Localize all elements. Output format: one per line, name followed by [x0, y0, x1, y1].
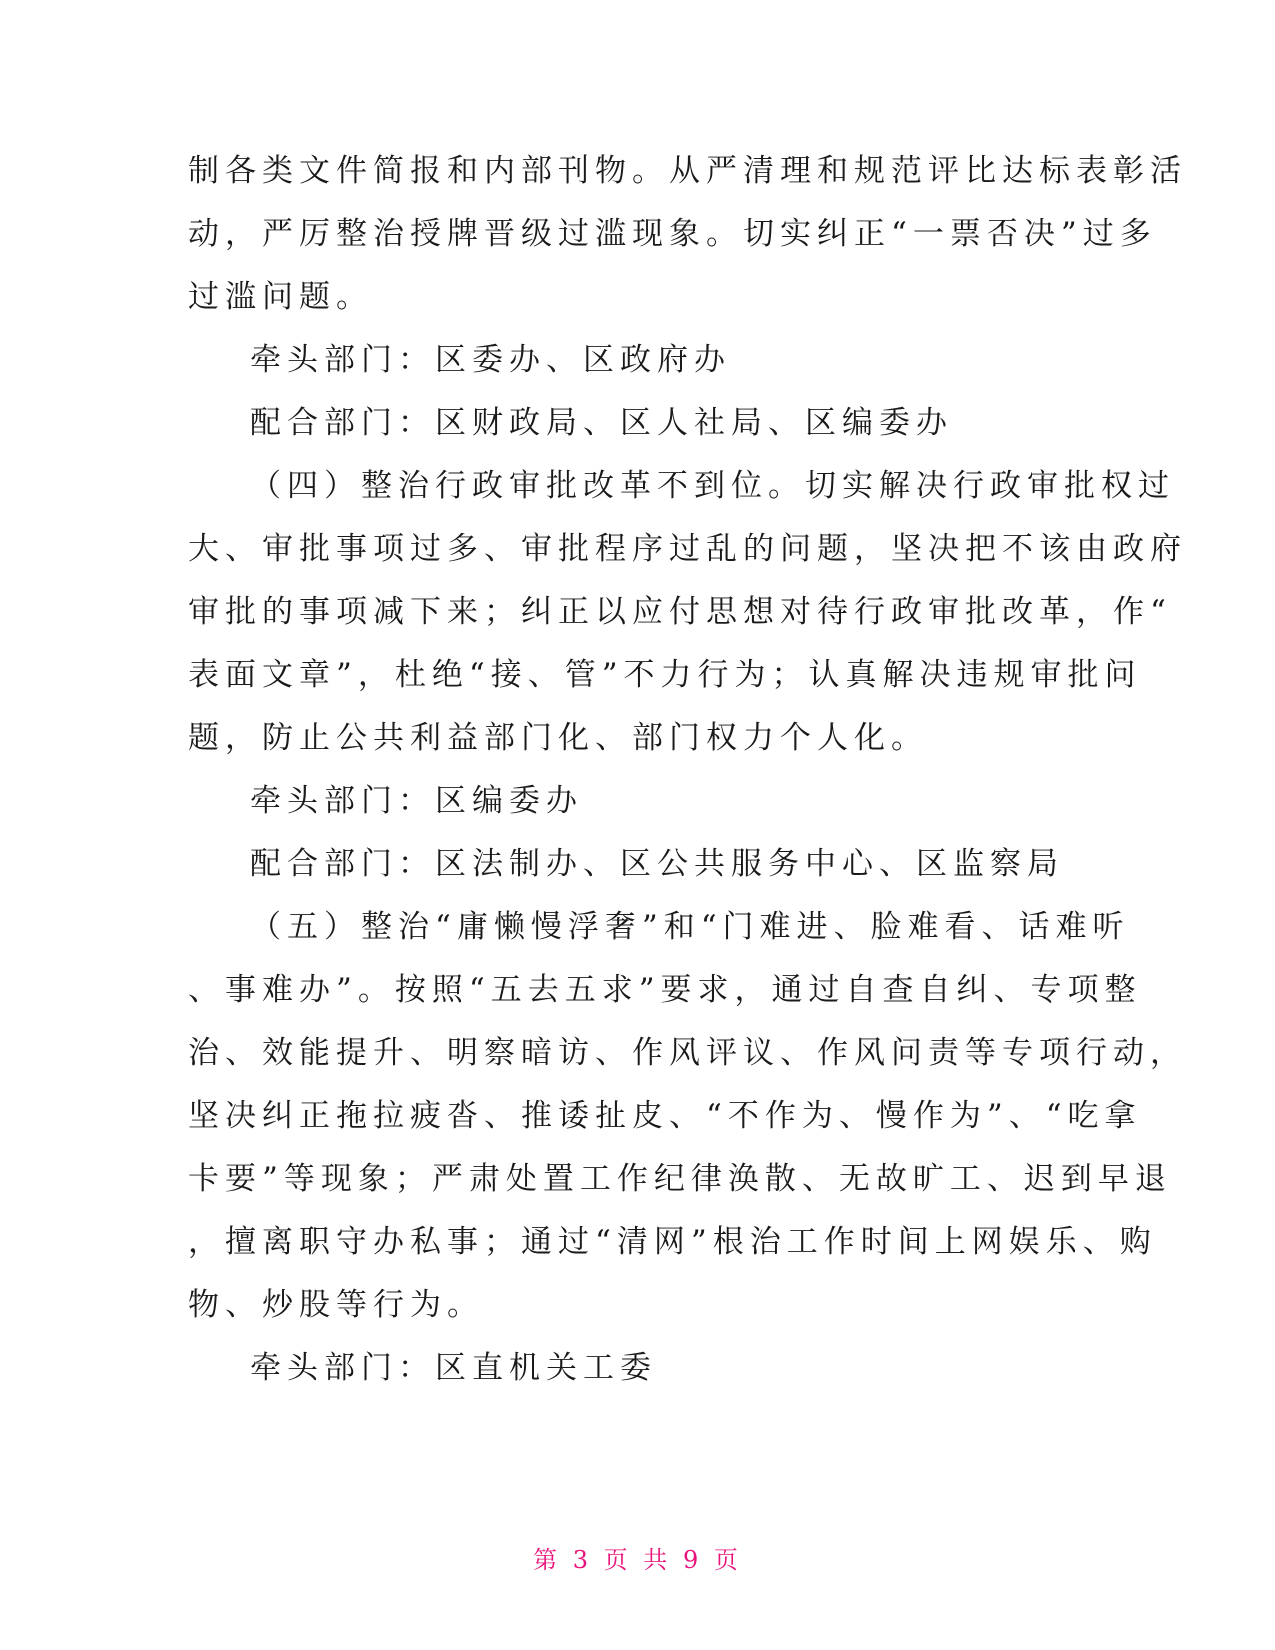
text-line: 审批的事项减下来；纠正以应付思想对待行政审批改革，作“ — [188, 594, 1172, 630]
text-line: 治、效能提升、明察暗访、作风评议、作风问责等专项行动， — [188, 1035, 1187, 1071]
support-department-line: 配合部门：区法制办、区公共服务中心、区监察局 — [250, 846, 1064, 882]
document-body — [188, 140, 1187, 1400]
text-line: 大、审批事项过多、审批程序过乱的问题，坚决把不该由政府 — [188, 531, 1187, 567]
text-line: 、事难办”。按照“五去五求”要求，通过自查自纠、专项整 — [188, 972, 1142, 1008]
page-number-text: 第 3 页 共 9 页 — [533, 1546, 742, 1574]
lead-department-line: 牵头部门：区委办、区政府办 — [250, 342, 731, 378]
text-line: 卡要”等现象；严肃处置工作纪律涣散、无故旷工、迟到早退 — [188, 1161, 1172, 1197]
text-line: ，擅离职守办私事；通过“清网”根治工作时间上网娱乐、购 — [188, 1224, 1157, 1260]
text-line: 表面文章”，杜绝“接、管”不力行为；认真解决违规审批问 — [188, 657, 1142, 693]
page-number-footer — [0, 1540, 1275, 1575]
support-department-line: 配合部门：区财政局、区人社局、区编委办 — [250, 405, 953, 441]
text-line: 坚决纠正拖拉疲沓、推诿扯皮、“不作为、慢作为”、“吃拿 — [188, 1098, 1142, 1134]
section-heading-4: （四）整治行政审批改革不到位。切实解决行政审批权过 — [250, 468, 1175, 504]
text-line: 题，防止公共利益部门化、部门权力个人化。 — [188, 720, 928, 756]
text-line: 制各类文件简报和内部刊物。从严清理和规范评比达标表彰活 — [188, 153, 1187, 189]
text-line: 动，严厉整治授牌晋级过滥现象。切实纠正“一票否决”过多 — [188, 216, 1157, 252]
lead-department-line: 牵头部门：区直机关工委 — [250, 1350, 657, 1386]
text-line: 过滥问题。 — [188, 279, 373, 315]
lead-department-line: 牵头部门：区编委办 — [250, 783, 583, 819]
section-heading-5: （五）整治“庸懒慢浮奢”和“门难进、脸难看、话难听 — [250, 909, 1130, 945]
text-line: 物、炒股等行为。 — [188, 1287, 484, 1323]
